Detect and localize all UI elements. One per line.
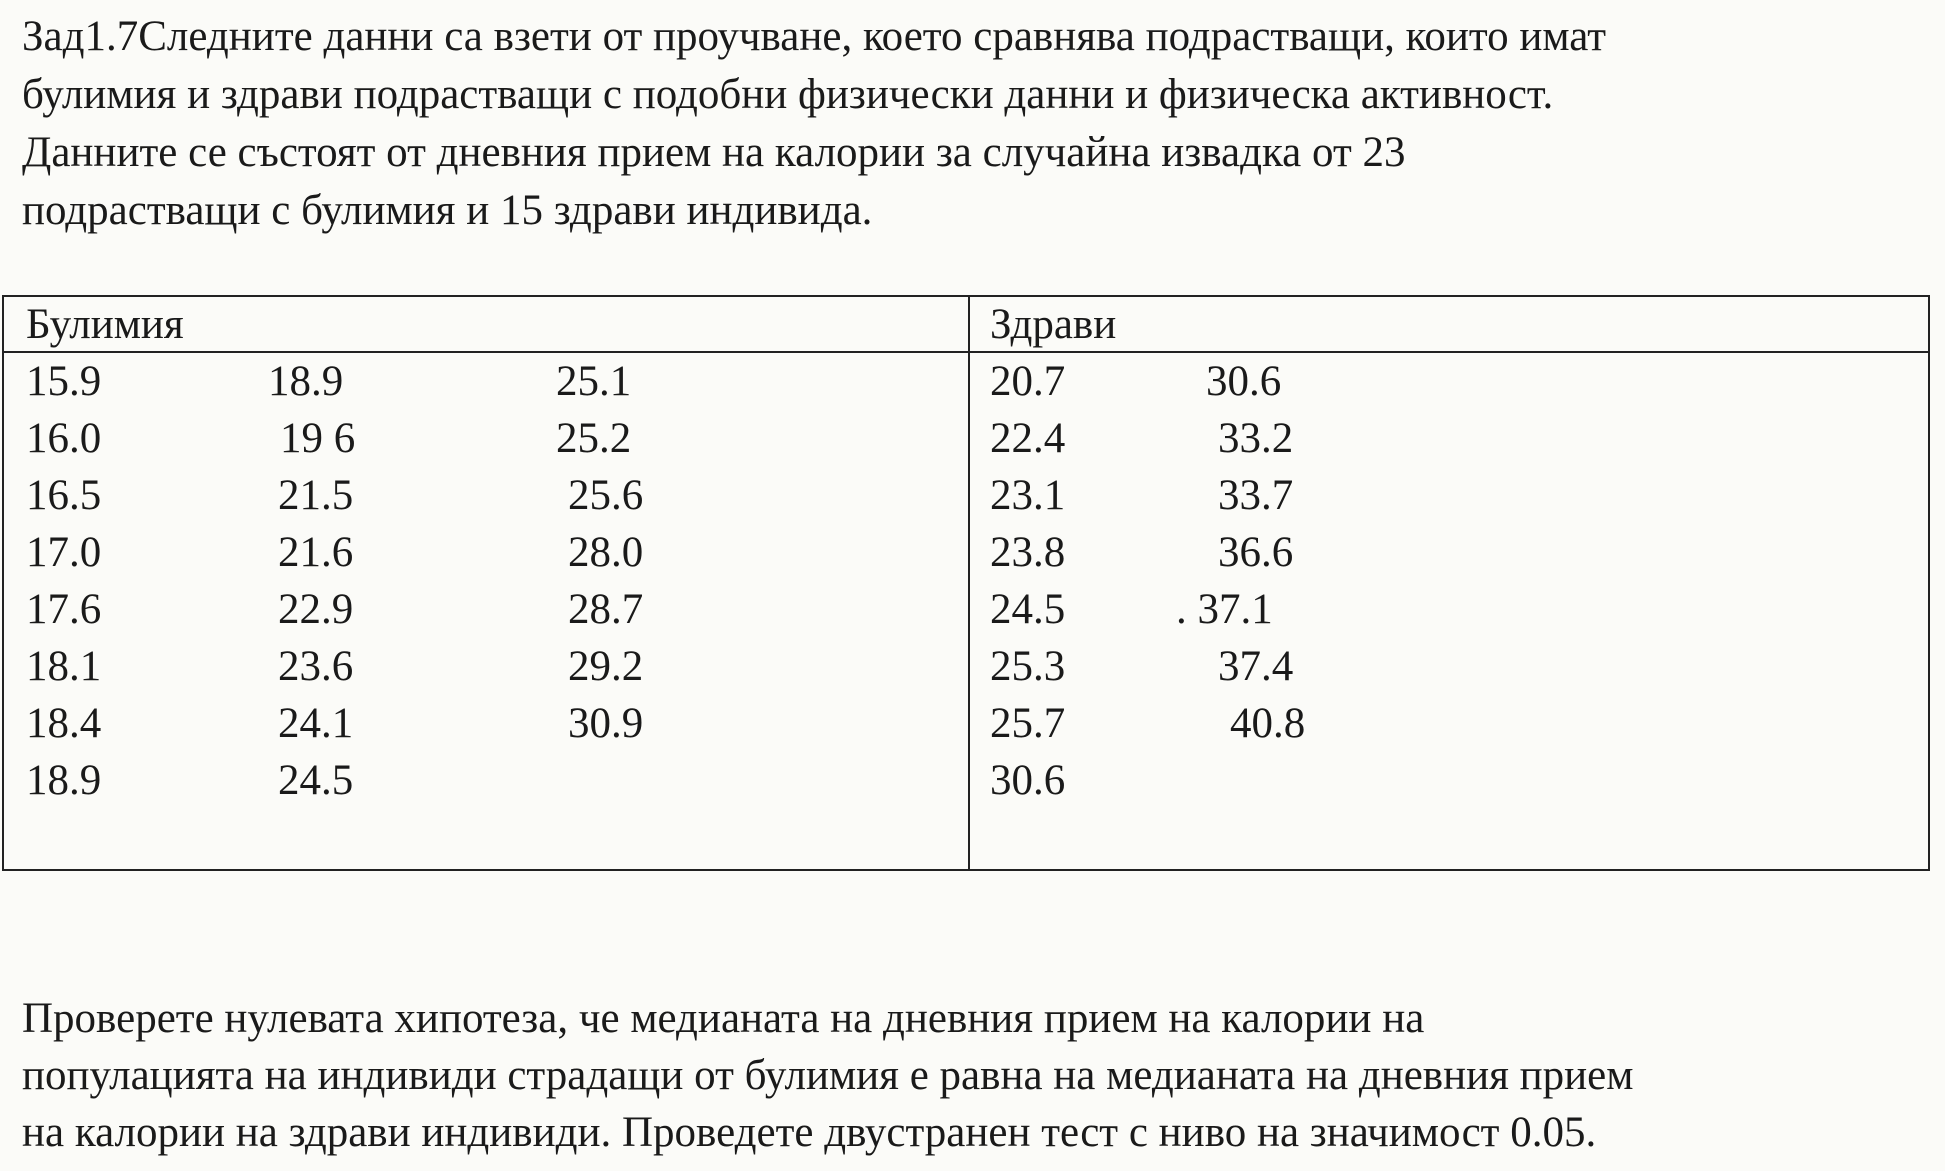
healthy-value: 40.8	[1230, 700, 1306, 747]
task-question	[22, 990, 1922, 1161]
healthy-value: 25.7	[990, 700, 1066, 747]
healthy-value: 20.7	[990, 358, 1066, 405]
healthy-value: 23.1	[990, 472, 1066, 519]
bulimia-value: 16.0	[26, 415, 102, 462]
bulimia-value: 15.9	[26, 358, 102, 405]
healthy-value: 36.6	[1218, 529, 1294, 576]
problem-statement-line: булимия и здрави подрастващи с подобни физически данни и физическа активност.	[22, 71, 1554, 118]
bulimia-value: 24.5	[278, 757, 354, 804]
bulimia-value: 28.0	[568, 529, 644, 576]
bulimia-value: 17.0	[26, 529, 102, 576]
healthy-value: 24.5	[990, 586, 1066, 633]
problem-statement-line: Зад1.7Следните данни са взети от проучване, което сравнява подрастващи, които имат	[22, 13, 1607, 60]
header-divider	[4, 351, 1928, 353]
bulimia-value: 17.6	[26, 586, 102, 633]
healthy-value: 22.4	[990, 415, 1066, 462]
healthy-header: Здрави	[990, 301, 1117, 348]
task-question-line: Проверете нулевата хипотеза, че медианата на дневния прием на калории на	[22, 995, 1425, 1042]
bulimia-value: 19 6	[280, 415, 356, 462]
bulimia-value: 21.5	[278, 472, 354, 519]
bulimia-value: 18.9	[26, 757, 102, 804]
healthy-value: 33.2	[1218, 415, 1294, 462]
bulimia-value: 18.9	[268, 358, 344, 405]
bulimia-value: 23.6	[278, 643, 354, 690]
calorie-data-table	[2, 295, 1930, 871]
healthy-value: 23.8	[990, 529, 1066, 576]
healthy-value: 37.4	[1218, 643, 1294, 690]
bulimia-value: 25.1	[556, 358, 632, 405]
task-question-line: популацията на индивиди страдащи от булимия е равна на медианата на дневния прием	[22, 1052, 1634, 1099]
bulimia-value: 21.6	[278, 529, 354, 576]
column-divider	[968, 297, 970, 869]
bulimia-value: 28.7	[568, 586, 644, 633]
bulimia-value: 22.9	[278, 586, 354, 633]
healthy-value: 30.6	[990, 757, 1066, 804]
bulimia-value: 25.6	[568, 472, 644, 519]
bulimia-header: Булимия	[26, 301, 184, 348]
bulimia-value: 25.2	[556, 415, 632, 462]
bulimia-value: 18.1	[26, 643, 102, 690]
bulimia-value: 16.5	[26, 472, 102, 519]
bulimia-value: 29.2	[568, 643, 644, 690]
bulimia-value: 30.9	[568, 700, 644, 747]
healthy-value: 25.3	[990, 643, 1066, 690]
healthy-value: 33.7	[1218, 472, 1294, 519]
problem-statement-line: подрастващи с булимия и 15 здрави индивида.	[22, 187, 873, 234]
bulimia-value: 24.1	[278, 700, 354, 747]
healthy-value: 30.6	[1206, 358, 1282, 405]
problem-statement-line: Данните се състоят от дневния прием на калории за случайна извадка от 23	[22, 129, 1406, 176]
problem-statement	[22, 8, 1922, 240]
task-question-line: на калории на здрави индивиди. Проведете двустранен тест с ниво на значимост 0.05.	[22, 1109, 1597, 1156]
bulimia-value: 18.4	[26, 700, 102, 747]
healthy-value: . 37.1	[1176, 586, 1273, 633]
